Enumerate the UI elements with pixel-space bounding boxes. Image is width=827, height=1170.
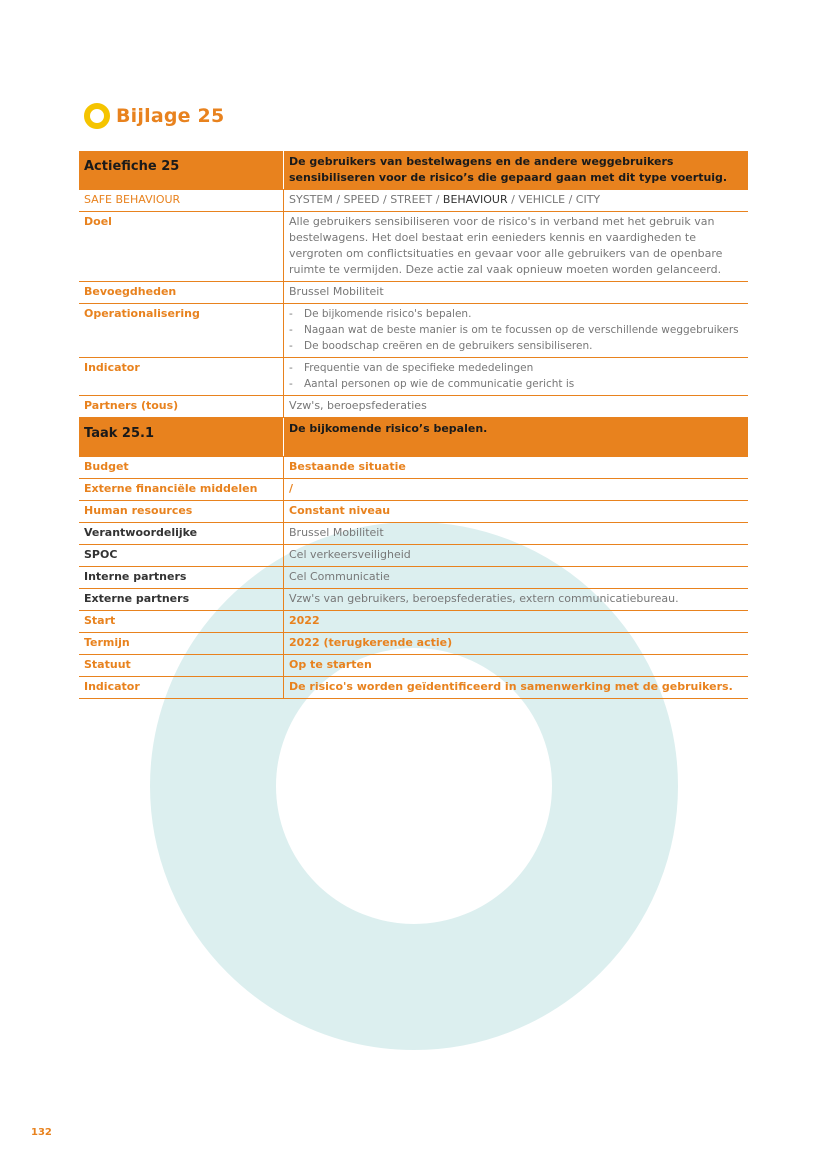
section-heading xyxy=(84,103,224,129)
budget-row xyxy=(79,457,748,479)
spoc-row xyxy=(79,545,748,567)
category-label: SAFE BEHAVIOUR xyxy=(79,190,284,212)
action-header-row xyxy=(79,151,748,190)
action-label: Actiefiche 25 xyxy=(79,151,284,190)
list-item: - Aantal personen op wie de communicatie gericht is xyxy=(289,376,743,392)
partners-row xyxy=(79,396,748,418)
operationalisering-list xyxy=(289,306,743,354)
indicator-label: Indicator xyxy=(79,358,284,396)
start-value: 2022 xyxy=(284,611,749,633)
spoc-label: SPOC xyxy=(79,545,284,567)
verantwoordelijke-label: Verantwoordelijke xyxy=(79,523,284,545)
operationalisering-row xyxy=(79,304,748,358)
list-item: - De bijkomende risico's bepalen. xyxy=(289,306,743,322)
externe-financiele-label: Externe financiële middelen xyxy=(79,479,284,501)
operationalisering-label: Operationalisering xyxy=(79,304,284,358)
action-sheet-table xyxy=(79,151,748,699)
budget-label: Budget xyxy=(79,457,284,479)
task-indicator-row xyxy=(79,677,748,699)
human-resources-row xyxy=(79,501,748,523)
indicator-row xyxy=(79,358,748,396)
doel-value: Alle gebruikers sensibiliseren voor de risico's in verband met het gebruik van bestelwagens. Het doel bestaat erin eenieders kennis en vaardigheden te vergroten om conflictsituaties en gevaar voor alle gebruikers van de openbare ruimte te vermijden. Deze actie zal vaak opnieuw moeten worden gelanceerd. xyxy=(284,212,749,282)
themes-before: SYSTEM / SPEED / STREET / xyxy=(289,193,443,206)
task-label: Taak 25.1 xyxy=(79,418,284,457)
category-themes xyxy=(284,190,749,212)
page-title: Bijlage 25 xyxy=(116,105,225,127)
partners-label: Partners (tous) xyxy=(79,396,284,418)
termijn-value: 2022 (terugkerende actie) xyxy=(284,633,749,655)
termijn-label: Termijn xyxy=(79,633,284,655)
externe-financiele-row xyxy=(79,479,748,501)
list-item: - De boodschap creëren en de gebruikers sensibiliseren. xyxy=(289,338,743,354)
spoc-value: Cel verkeersveiligheid xyxy=(284,545,749,567)
task-indicator-value: De risico's worden geïdentificeerd in samenwerking met de gebruikers. xyxy=(284,677,749,699)
page-number: 132 xyxy=(31,1127,52,1138)
doel-row xyxy=(79,212,748,282)
externe-financiele-value: / xyxy=(284,479,749,501)
indicator-list-cell xyxy=(284,358,749,396)
externe-partners-label: Externe partners xyxy=(79,589,284,611)
partners-value: Vzw's, beroepsfederaties xyxy=(284,396,749,418)
termijn-row xyxy=(79,633,748,655)
externe-partners-value: Vzw's van gebruikers, beroepsfederaties, extern communicatiebureau. xyxy=(284,589,749,611)
task-indicator-label: Indicator xyxy=(79,677,284,699)
category-row xyxy=(79,190,748,212)
statuut-value: Op te starten xyxy=(284,655,749,677)
human-resources-label: Human resources xyxy=(79,501,284,523)
doel-label: Doel xyxy=(79,212,284,282)
operationalisering-list-cell xyxy=(284,304,749,358)
bevoegdheden-value: Brussel Mobiliteit xyxy=(284,282,749,304)
list-item: - Nagaan wat de beste manier is om te focussen op de verschillende weggebruikers xyxy=(289,322,743,338)
task-description: De bijkomende risico’s bepalen. xyxy=(284,418,749,457)
list-item: - Frequentie van de specifieke mededelingen xyxy=(289,360,743,376)
start-label: Start xyxy=(79,611,284,633)
interne-partners-row xyxy=(79,567,748,589)
indicator-list xyxy=(289,360,743,392)
bevoegdheden-label: Bevoegdheden xyxy=(79,282,284,304)
themes-highlight: BEHAVIOUR xyxy=(442,193,508,206)
start-row xyxy=(79,611,748,633)
budget-value: Bestaande situatie xyxy=(284,457,749,479)
statuut-label: Statuut xyxy=(79,655,284,677)
circle-bullet-icon xyxy=(84,103,110,129)
verantwoordelijke-value: Brussel Mobiliteit xyxy=(284,523,749,545)
themes-after: / VEHICLE / CITY xyxy=(507,193,601,206)
interne-partners-label: Interne partners xyxy=(79,567,284,589)
interne-partners-value: Cel Communicatie xyxy=(284,567,749,589)
bevoegdheden-row xyxy=(79,282,748,304)
human-resources-value: Constant niveau xyxy=(284,501,749,523)
task-header-row xyxy=(79,418,748,457)
statuut-row xyxy=(79,655,748,677)
externe-partners-row xyxy=(79,589,748,611)
verantwoordelijke-row xyxy=(79,523,748,545)
action-description: De gebruikers van bestelwagens en de andere weggebruikers sensibiliseren voor de risico’s die gepaard gaan met dit type voertuig. xyxy=(284,151,749,190)
